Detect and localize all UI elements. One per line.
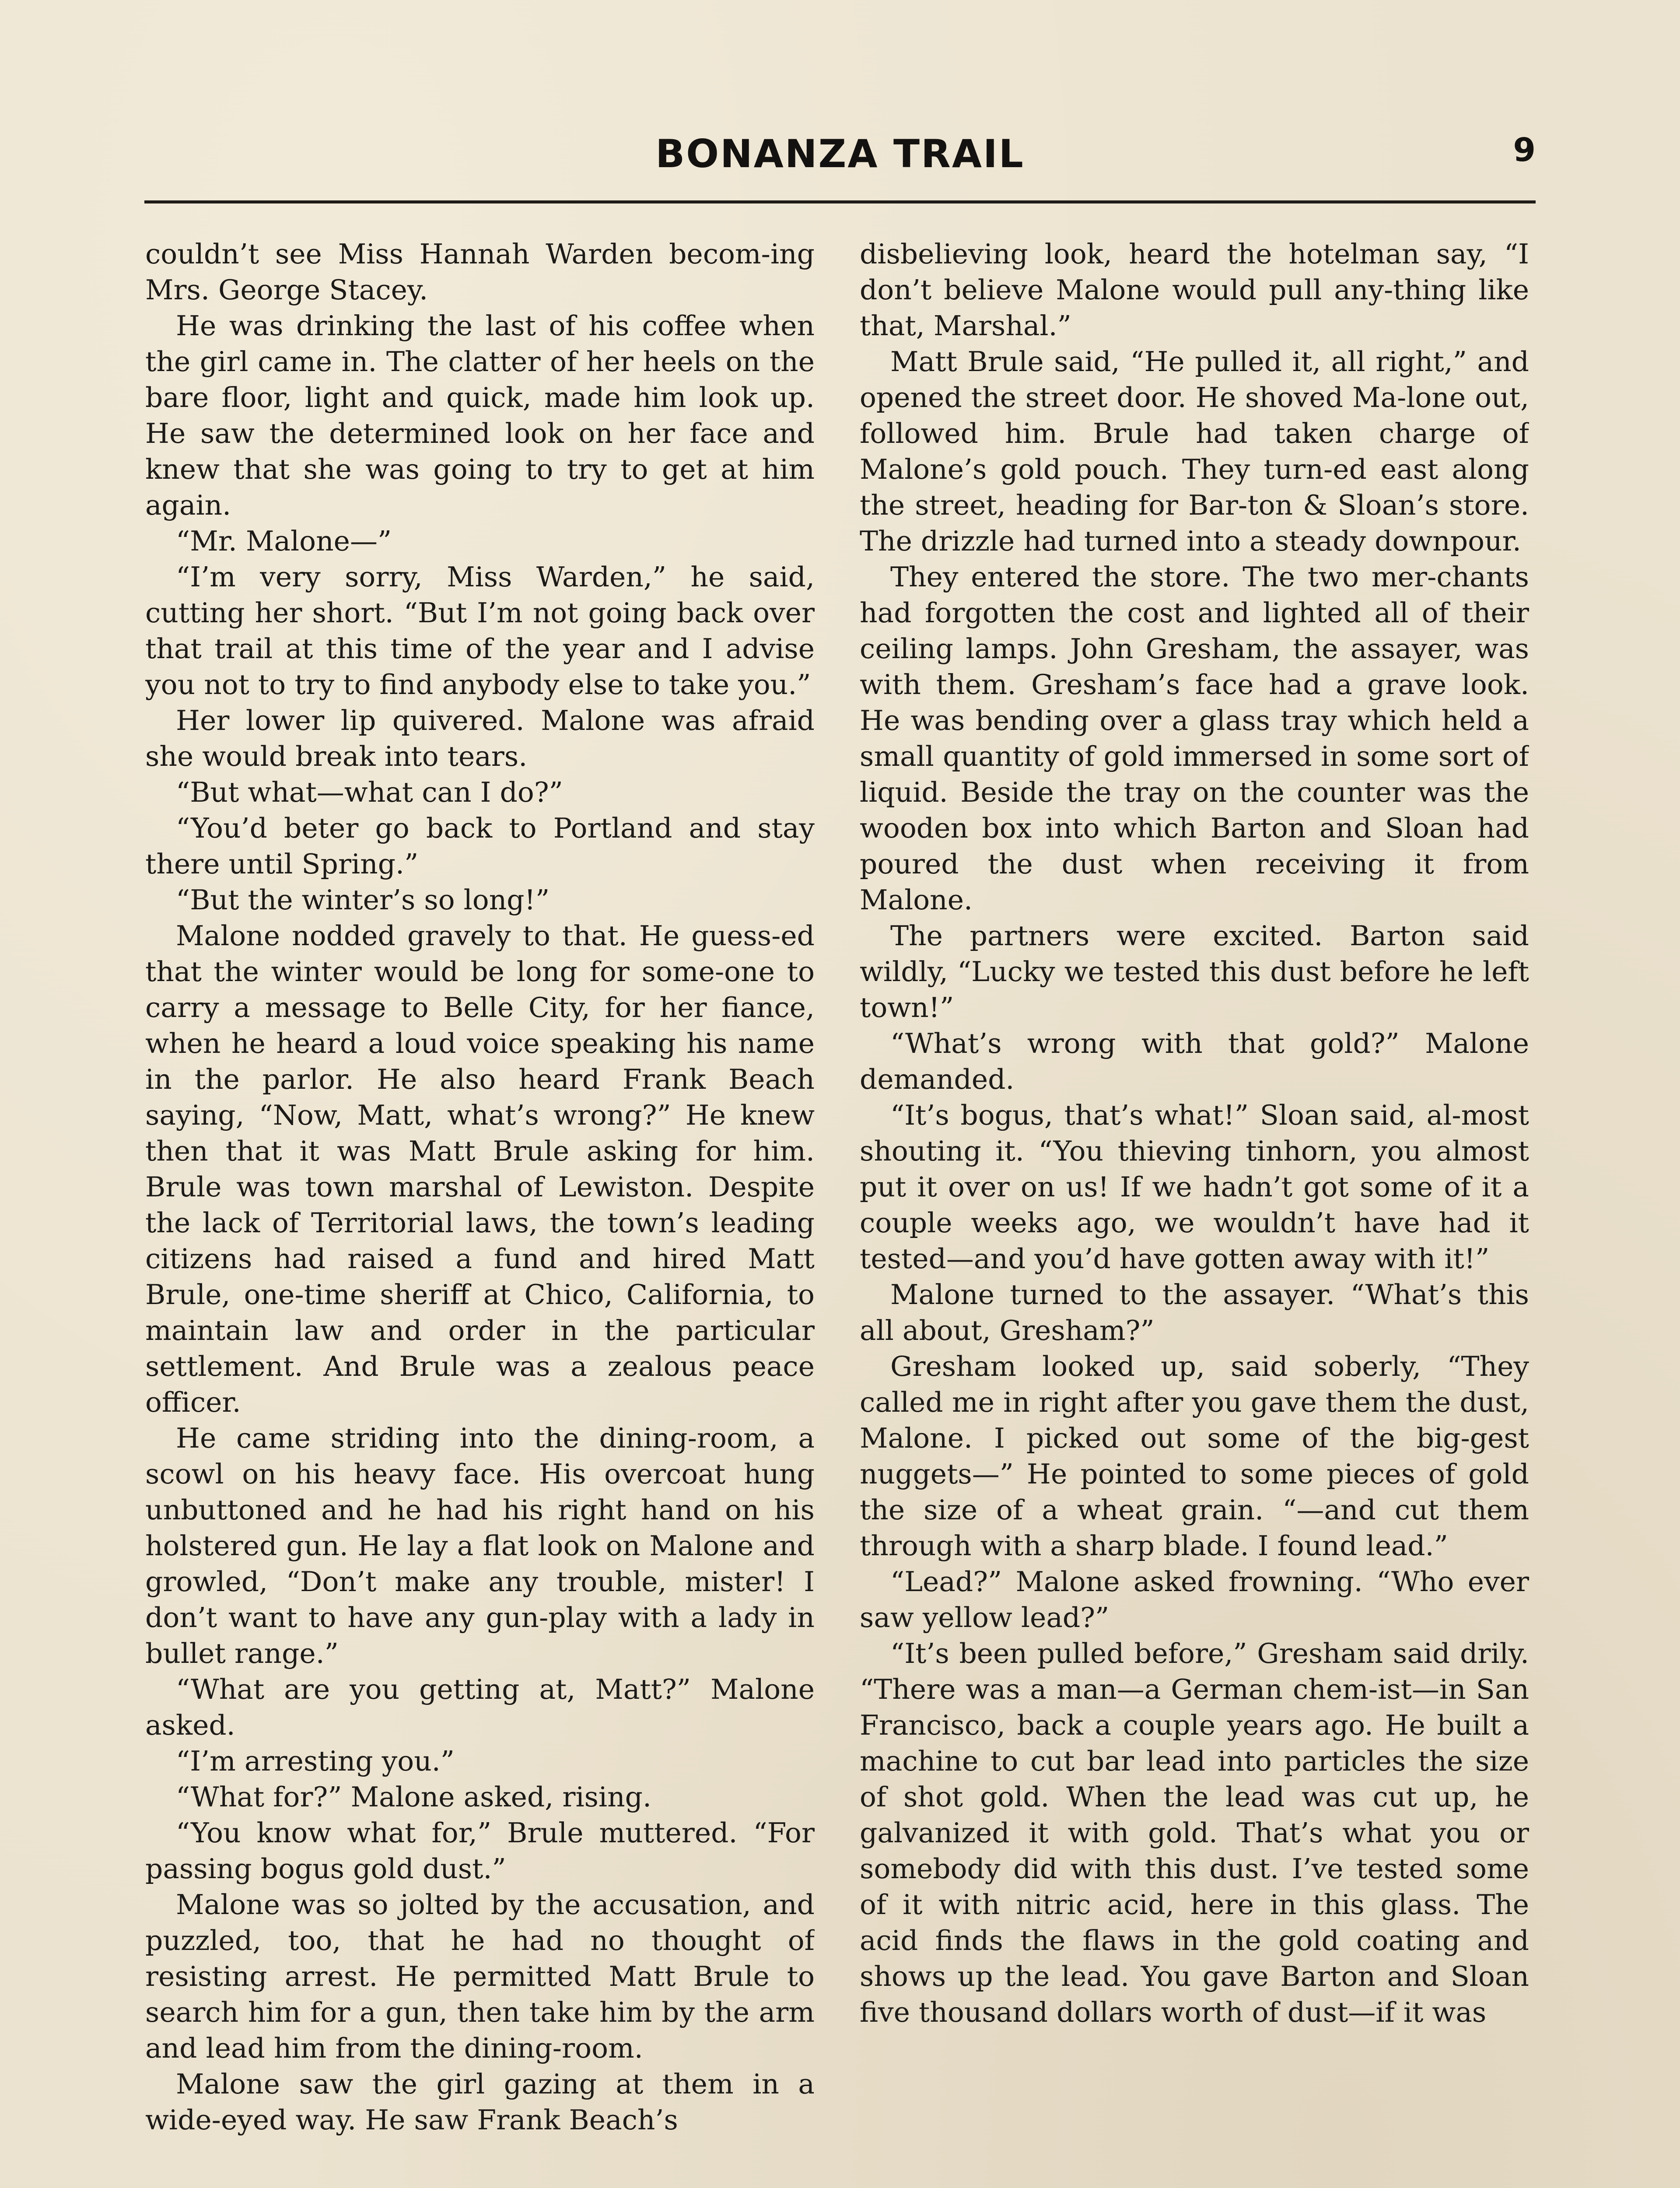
- paragraph: Malone saw the girl gazing at them in a wide-eyed way. He saw Frank Beach’s: [145, 2068, 815, 2136]
- paragraph: Malone was so jolted by the accusation, and puzzled, too, that he had no thought of resisting arrest. He permitted Matt Brule to search him for a gun, then take him by the arm and lead him from the dining-room.: [145, 1889, 815, 2064]
- paragraph: “Mr. Malone—”: [176, 525, 392, 557]
- paragraph: He came striding into the dining-room, a scowl on his heavy face. His overcoat hung unbuttoned and he had his right hand on his holstered gun. He lay a flat look on Malone and growled, “Don’t make any trouble, mister! I don’t want to have any gun-play with a lady in bullet range.”: [145, 1422, 815, 1669]
- paragraph: Matt Brule said, “He pulled it, all right,” and opened the street door. He shoved Ma-lone out, followed him. Brule had taken charge of Malone’s gold pouch. They turn-ed east along the street, heading for Bar-ton & Sloan’s store. The drizzle had turned into a steady downpour.: [860, 346, 1529, 557]
- paragraph: “What are you getting at, Matt?” Malone asked.: [145, 1673, 815, 1741]
- paragraph: Her lower lip quivered. Malone was afraid she would break into tears.: [145, 705, 815, 772]
- paragraph: He was drinking the last of his coffee when the girl came in. The clatter of her heels on the bare floor, light and quick, made him look up. He saw the determined look on her face and knew that she was going to try to get at him again.: [145, 310, 815, 521]
- paragraph: “It’s been pulled before,” Gresham said drily. “There was a man—a German chem-ist—in San Francisco, back a couple years ago. He built a machine to cut bar lead into particles the size of shot gold. When the lead was cut up, he galvanized it with gold. That’s what you or somebody did with this dust. I’ve tested some of it with nitric acid, here in this glass. The acid finds the flaws in the gold coating and shows up the lead. You gave Barton and Sloan five thousand dollars worth of dust—if it was: [860, 1637, 1529, 2028]
- paragraph: The partners were excited. Barton said wildly, “Lucky we tested this dust before he left town!”: [860, 920, 1529, 1024]
- paragraph: “But what—what can I do?”: [176, 776, 563, 808]
- header-rule: [144, 200, 1536, 203]
- paragraph: Malone nodded gravely to that. He guess-ed that the winter would be long for some-one to carry a message to Belle City, for her fiance, when he heard a loud voice speaking his name in the parlor. He also heard Frank Beach saying, “Now, Matt, what’s wrong?” He knew then that it was Matt Brule asking for him. Brule was town marshal of Lewiston. Despite the lack of Territorial laws, the town’s leading citizens had raised a fund and hired Matt Brule, one-time sheriff at Chico, California, to maintain law and order in the particular settlement. And Brule was a zealous peace officer.: [145, 920, 815, 1418]
- paragraph: “I’m arresting you.”: [176, 1745, 455, 1777]
- paragraph: “I’m very sorry, Miss Warden,” he said, cutting her short. “But I’m not going back over that trail at this time of the year and I advise you not to try to find anybody else to take you.”: [145, 561, 815, 701]
- page-number: 9: [1513, 131, 1536, 169]
- paragraph: Gresham looked up, said soberly, “They called me in right after you gave them the dust, Malone. I picked out some of the big-gest nuggets—” He pointed to some pieces of gold the size of a wheat grain. “—and cut them through with a sharp blade. I found lead.”: [860, 1350, 1529, 1562]
- right-text-column: [860, 236, 1529, 2188]
- paragraph: They entered the store. The two mer-chants had forgotten the cost and lighted all of their ceiling lamps. John Gresham, the assayer, was with them. Gresham’s face had a grave look. He was bending over a glass tray which held a small quantity of gold immersed in some sort of liquid. Beside the tray on the counter was the wooden box into which Barton and Sloan had poured the dust when receiving it from Malone.: [860, 561, 1529, 916]
- paragraph: “But the winter’s so long!”: [176, 884, 550, 916]
- paragraph: “It’s bogus, that’s what!” Sloan said, al-most shouting it. “You thieving tinhorn, you almost put it over on us! If we hadn’t got some of it a couple weeks ago, we wouldn’t have had it tested—and you’d have gotten away with it!”: [860, 1099, 1529, 1275]
- paragraph: disbelieving look, heard the hotelman say, “I don’t believe Malone would pull any-thing like that, Marshal.”: [860, 238, 1529, 342]
- left-text-column: [145, 236, 815, 2188]
- paragraph: “What’s wrong with that gold?” Malone demanded.: [860, 1027, 1529, 1095]
- running-header: [144, 127, 1536, 184]
- running-title: BONANZA TRAIL: [655, 131, 1025, 176]
- paragraph: Malone turned to the assayer. “What’s this all about, Gresham?”: [860, 1279, 1529, 1346]
- paragraph: “Lead?” Malone asked frowning. “Who ever saw yellow lead?”: [860, 1566, 1529, 1634]
- paragraph: “What for?” Malone asked, rising.: [176, 1781, 651, 1813]
- paragraph: couldn’t see Miss Hannah Warden becom-ing Mrs. George Stacey.: [145, 238, 815, 306]
- paragraph: “You’d beter go back to Portland and stay there until Spring.”: [145, 812, 815, 880]
- paragraph: “You know what for,” Brule muttered. “For passing bogus gold dust.”: [145, 1817, 815, 1885]
